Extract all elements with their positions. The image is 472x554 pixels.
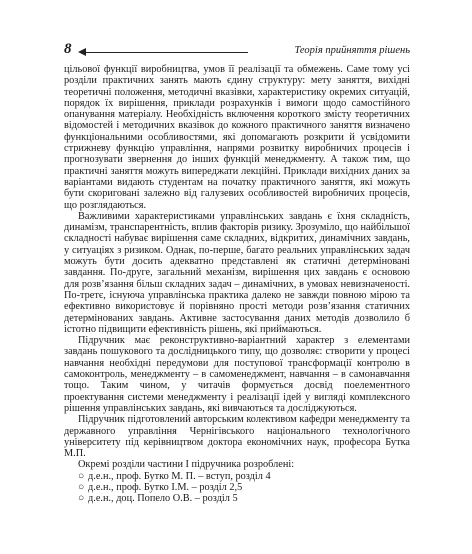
page-header [64, 41, 410, 60]
running-title: Теорія прийняття рішень [294, 45, 410, 56]
list-intro: Окремі розділи частини І підручника розроблені: [78, 459, 295, 471]
paragraph: Важливими характеристиками управлінських завдань є їхня складність, динамізм, транспарентність, вплив факторів ризику. Зрозуміло, що найбільшої складності набуває вирішення саме складних, відкритих, динамічних завдань, у ситуаціях з ризиком. Однак, по-перше, багато реальних управлінських задач можуть бути досить адекватно представлені як статичні детерміновані завдання. По-друге, загальний механізм, вирішення цих завдань є основою для розв’язання більш складних задач – динамічних, в умовах невизначеності. По-третє, існуюча управлінська практика далеко не завжди повною мірою та ефективно використовує й порівняно прості методи розв’язання статичних детермінованих завдань. Активне застосування даних методів дозволило б істотно підвищити ефективність рішень, які приймаються. [64, 210, 410, 335]
list-item-text: д.е.н., доц. Попело О.В. – розділ 5 [88, 493, 238, 505]
paragraph: Підручник підготовлений авторським колективом кафедри менеджменту та державного управління Чернігівського національного технологічного університету під керівництвом доктора економічних наук, професора Бутка М.П. [64, 414, 410, 460]
author-list [64, 471, 410, 505]
circle-bullet-icon: ○ [78, 493, 85, 505]
list-item [78, 493, 410, 504]
body-text [64, 64, 410, 505]
paragraph: Підручник має реконструктивно-варіантний характер з елементами завдань пошукового та дослідницького типу, що дозволяє: створити у процесі навчання необхідні передумови для поступової трансформації контролю в самоконтроль, менеджменту – в самоменеджмент, навчання – в самонавчання тощо. Таким чином, у читачів формується досвід поелементного проектування системи менеджменту і реалізації ідей у вигляді комплексного рішення управлінських завдань, які вивчаються та досліджуються. [64, 335, 410, 414]
page-number: 8 [64, 41, 72, 57]
paragraph: цільової функції виробництва, умов її реалізації та обмежень. Саме тому усі розділи практичних занять мають єдину структуру: мету заняття, вихідні теоретичні положення, методичні вказівки, характеристику окремих ситуацій, порядок їх вирішення, приклади розрахунків і вимоги щодо самостійного опанування матеріалу. Необхідність включення короткого змісту теоретичних відомостей і методичних вказівок до кожного практичного заняття визначено функціональними особливостями, які допомагають розкрити й усвідомити стрижневу функцію управління, напрями розвитку виробничих процесів і прогнозувати звернення до інших функцій менеджменту. А також тим, що практичні заняття можуть випереджати лекційні. Приклади вихідних даних за варіантами видають студентам на початку практичного заняття, які можуть бути скориговані залежно від галузевих особливостей виробничих процесів, що розглядаються. [64, 64, 410, 211]
list-item [78, 471, 410, 482]
header-rule [82, 52, 248, 53]
circle-bullet-icon: ○ [78, 470, 85, 482]
list-item-text: д.е.н., проф. Бутко І.М. – розділ 2,5 [88, 481, 243, 493]
list-item-text: д.е.н., проф. Бутко М. П. – вступ, розділ 4 [88, 470, 271, 482]
list-item [78, 482, 410, 493]
circle-bullet-icon: ○ [78, 481, 85, 493]
